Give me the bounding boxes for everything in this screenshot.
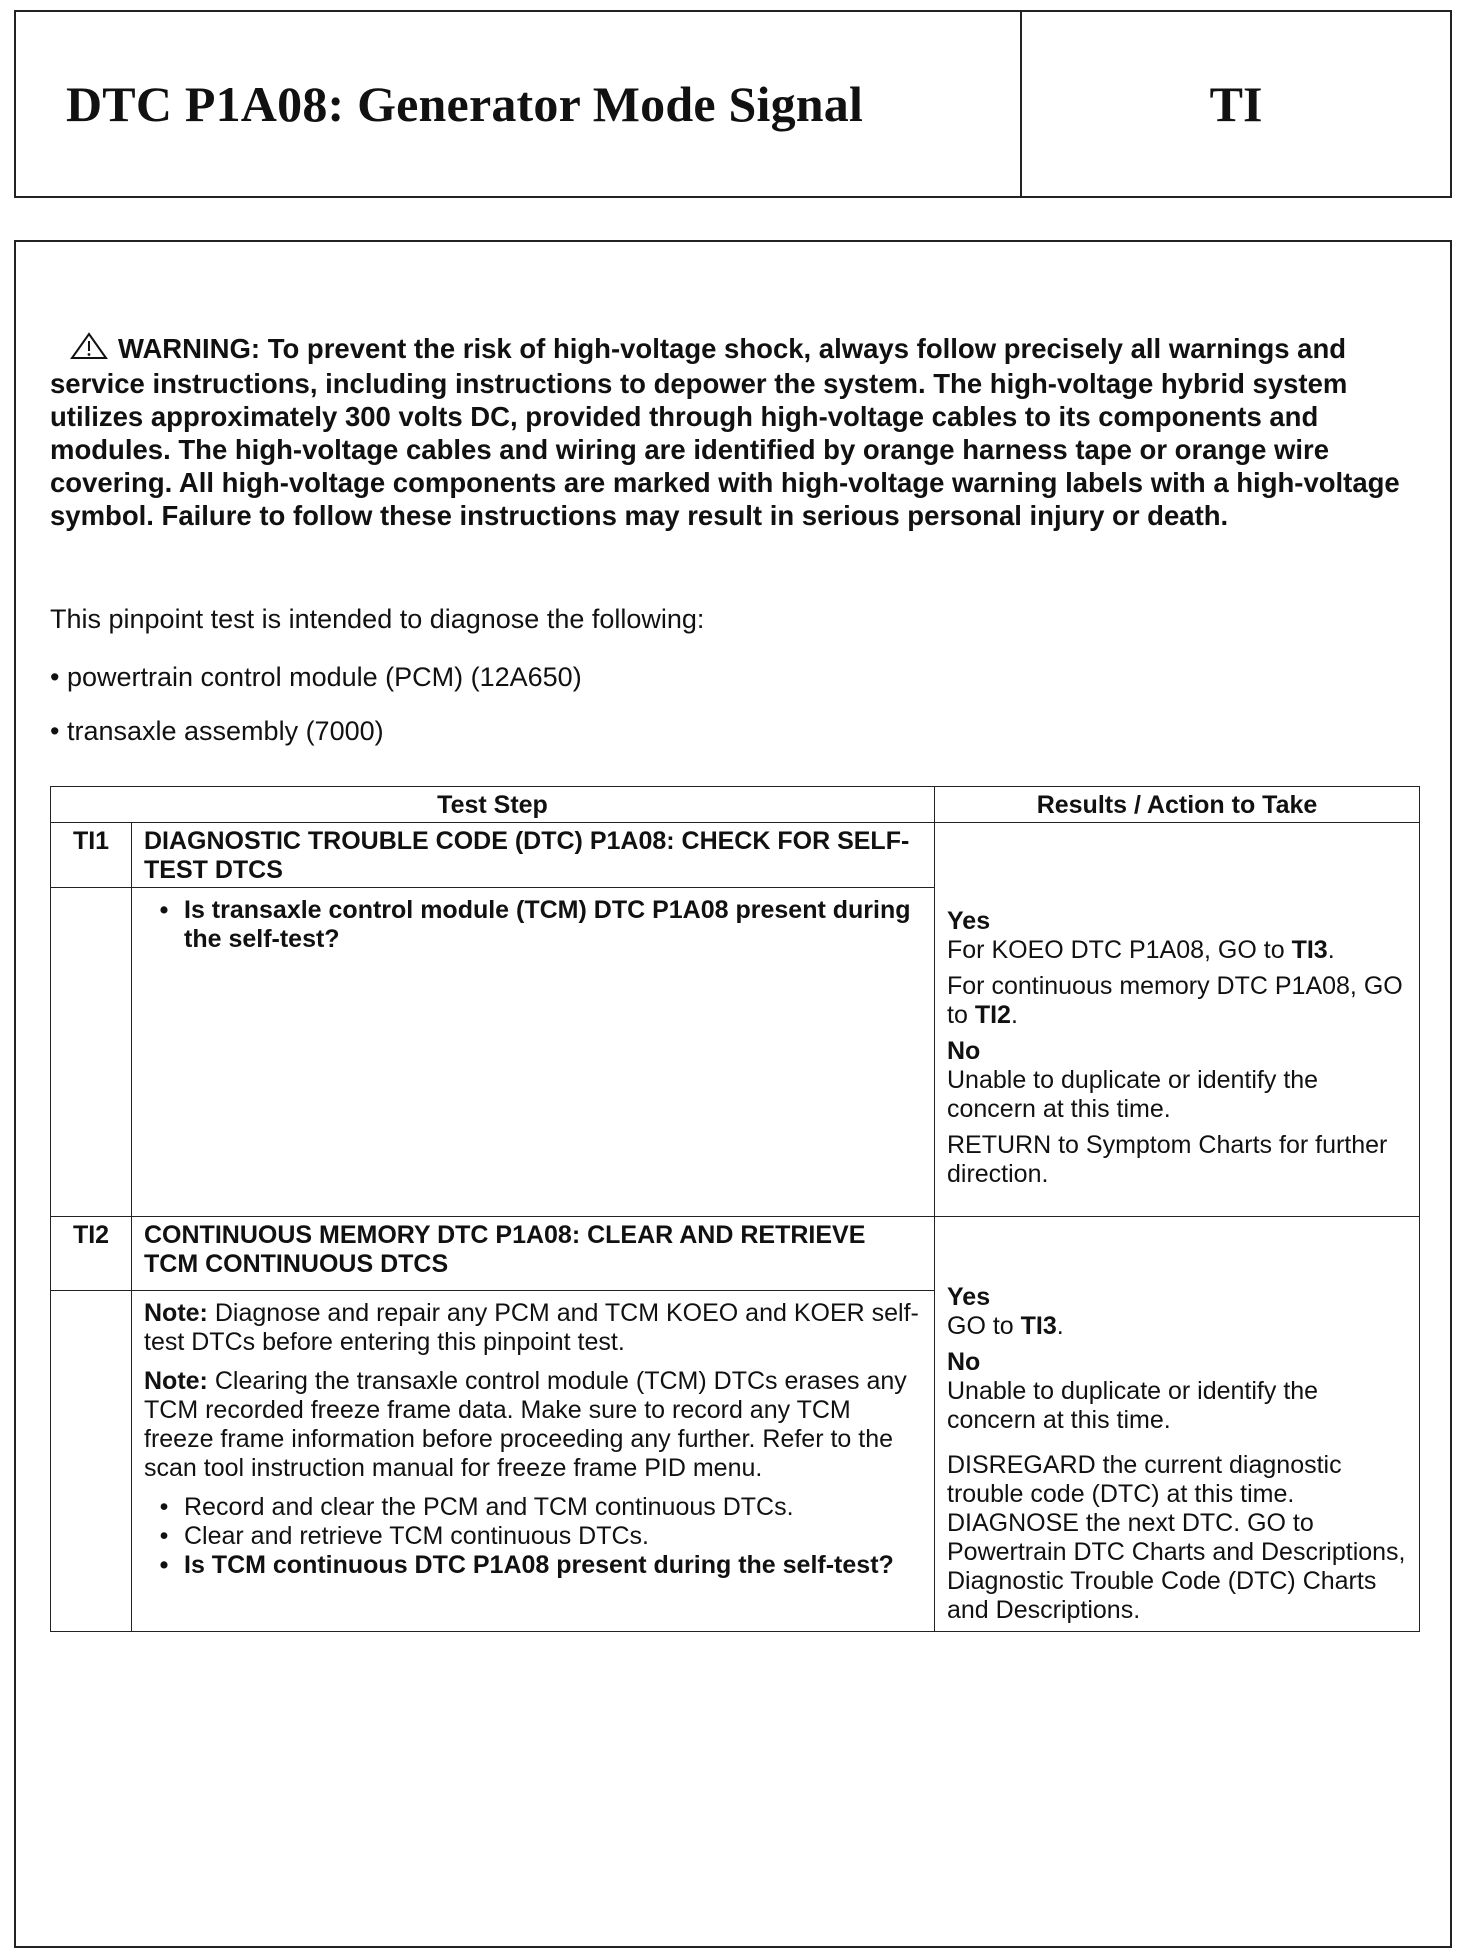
step-body <box>132 888 935 1217</box>
page-header <box>14 10 1452 198</box>
step-heading: CONTINUOUS MEMORY DTC P1A08: CLEAR AND RETRIEVE TCM CONTINUOUS DTCS <box>132 1217 935 1291</box>
bullet-icon: • <box>159 1493 169 1522</box>
list-item: • Record and clear the PCM and TCM continuous DTCs. <box>144 1493 924 1522</box>
section-code: TI <box>1209 76 1263 132</box>
result-text: RETURN to Symptom Charts for further direction. <box>947 1131 1388 1188</box>
table-header-row <box>51 787 1420 823</box>
step-number: TI2 <box>51 1217 132 1291</box>
bullet-icon: • <box>50 662 67 692</box>
bullet-icon: • <box>159 896 169 924</box>
intro-text: This pinpoint test is intended to diagnose the following: <box>50 604 705 634</box>
content-frame <box>14 240 1452 1948</box>
results-header: Results / Action to Take <box>935 787 1420 823</box>
warning-triangle-icon <box>70 332 108 367</box>
test-step-table <box>50 786 1420 1632</box>
table-row <box>51 1217 1420 1291</box>
list-item: • powertrain control module (PCM) (12A650) <box>50 662 582 692</box>
step-results <box>935 1217 1420 1632</box>
bullet-icon: • <box>159 1522 169 1551</box>
result-text: DISREGARD the current diagnostic trouble code (DTC) at this time. DIAGNOSE the next DTC. GO to Powertrain DTC Charts and Descriptions, Diagnostic Trouble Code (DTC) Charts and Descriptions. <box>947 1451 1406 1624</box>
list-item: • transaxle assembly (7000) <box>50 716 384 746</box>
list-item: • Clear and retrieve TCM continuous DTCs. <box>144 1522 924 1551</box>
result-text: For KOEO DTC P1A08, GO to TI3. <box>947 936 1335 964</box>
table-row <box>51 823 1420 888</box>
step-question: • Is TCM continuous DTC P1A08 present during the self-test? <box>144 1551 924 1580</box>
step-results <box>935 823 1420 1217</box>
step-heading: DIAGNOSTIC TROUBLE CODE (DTC) P1A08: CHECK FOR SELF-TEST DTCS <box>132 823 935 888</box>
no-label: No <box>947 1037 981 1065</box>
yes-label: Yes <box>947 907 991 935</box>
result-text: Unable to duplicate or identify the concern at this time. <box>947 1066 1319 1123</box>
step-link[interactable]: TI3 <box>1020 1312 1057 1340</box>
step-link[interactable]: TI3 <box>1291 936 1328 964</box>
step-number: TI1 <box>51 823 132 888</box>
page-title: DTC P1A08: Generator Mode Signal <box>16 12 1022 196</box>
result-text: Unable to duplicate or identify the concern at this time. <box>947 1377 1319 1434</box>
yes-label: Yes <box>947 1283 991 1311</box>
note: Note: Diagnose and repair any PCM and TCM KOEO and KOER self-test DTCs before entering this pinpoint test. <box>144 1299 919 1357</box>
step-body <box>132 1291 935 1632</box>
test-step-header: Test Step <box>51 787 935 823</box>
step-link[interactable]: TI2 <box>974 1001 1011 1029</box>
warning-text: WARNING: To prevent the risk of high-voltage shock, always follow precisely all warnings and service instructions, including instructions to depower the system. The high-voltage hybrid system utilizes approximately 300 volts DC, provided through high-voltage cables to its components and modules. The high-voltage cables and wiring are identified by orange harness tape or orange wire covering. All high-voltage components are marked with high-voltage warning labels with a high-voltage symbol. Failure to follow these instructions may result in serious personal injury or death. <box>50 333 1400 531</box>
bullet-icon: • <box>50 716 67 746</box>
no-label: No <box>947 1348 981 1376</box>
bullet-icon: • <box>159 1551 169 1580</box>
result-text: For continuous memory DTC P1A08, GO to TI2. <box>947 972 1403 1029</box>
note: Note: Clearing the transaxle control module (TCM) DTCs erases any TCM recorded freeze frame data. Make sure to record any TCM freeze frame information before proceeding any further. Refer to the scan tool instruction manual for freeze frame PID menu. <box>144 1367 907 1483</box>
result-text: GO to TI3. <box>947 1312 1064 1340</box>
warning-block <box>50 332 1430 532</box>
step-question: • Is transaxle control module (TCM) DTC P1A08 present during the self-test? <box>144 896 924 954</box>
